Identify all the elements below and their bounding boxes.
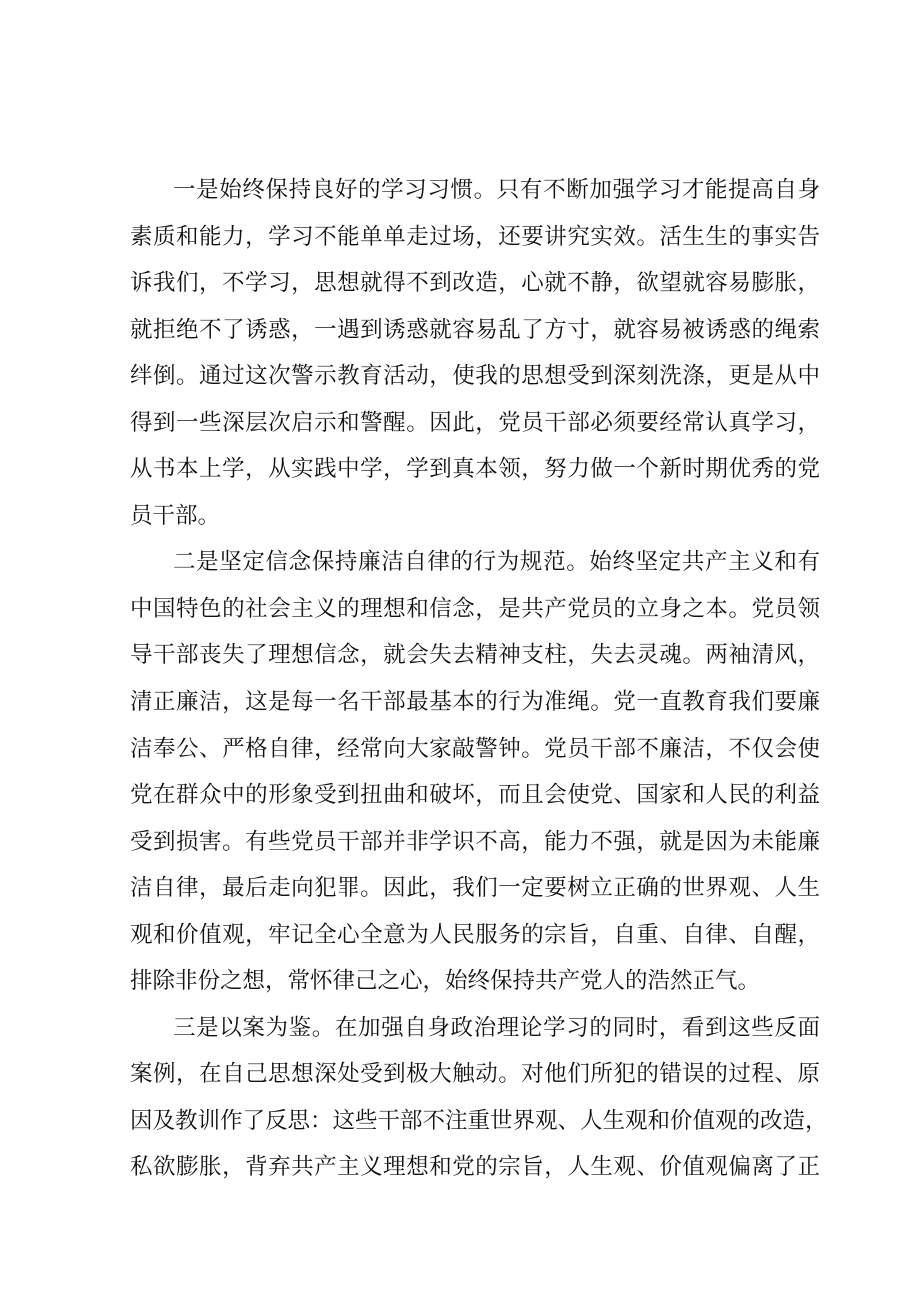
text-line: 三是以案为鉴。在加强自身政治理论学习的同时，看到这些反面: [173, 1014, 820, 1041]
text-line: 二是坚定信念保持廉洁自律的行为规范。始终坚定共产主义和有: [173, 549, 820, 576]
body-text: [130, 167, 828, 1191]
text-line: 员干部。: [130, 502, 221, 529]
text-line: 洁自律，最后走向犯罪。因此，我们一定要树立正确的世界观、人生: [130, 875, 820, 902]
text-line: 受到损害。有些党员干部并非学识不高，能力不强，就是因为未能廉: [130, 828, 820, 855]
text-line: 一是始终保持良好的学习习惯。只有不断加强学习才能提高自身: [173, 177, 820, 203]
text-line: 绊倒。通过这次警示教育活动，使我的思想受到深刻洗涤，更是从中: [130, 363, 820, 390]
text-line: 私欲膨胀，背弃共产主义理想和党的宗旨，人生观、价值观偏离了正: [130, 1154, 820, 1181]
paragraph-1: [130, 167, 820, 539]
text-line: 得到一些深层次启示和警醒。因此，党员干部必须要经常认真学习，: [130, 409, 820, 436]
text-line: 党在群众中的形象受到扭曲和破坏，而且会使党、国家和人民的利益: [130, 782, 820, 809]
text-line: 就拒绝不了诱惑，一遇到诱惑就容易乱了方寸，就容易被诱惑的绳索: [130, 316, 820, 343]
paragraph-2: [130, 539, 820, 1004]
text-line: 因及教训作了反思：这些干部不注重世界观、人生观和价值观的改造，: [130, 1107, 828, 1134]
text-line: 诉我们，不学习，思想就得不到改造，心就不静，欲望就容易膨胀，: [130, 270, 820, 297]
text-line: 清正廉洁，这是每一名干部最基本的行为准绳。党一直教育我们要廉: [130, 689, 820, 716]
text-line: 中国特色的社会主义的理想和信念，是共产党员的立身之本。党员领: [130, 595, 820, 622]
text-line: 导干部丧失了理想信念，就会失去精神支柱，失去灵魂。两袖清风，: [130, 642, 820, 669]
text-line: 从书本上学，从实践中学，学到真本领，努力做一个新时期优秀的党: [130, 456, 820, 483]
text-line: 案例，在自己思想深处受到极大触动。对他们所犯的错误的过程、原: [130, 1061, 820, 1088]
text-line: 观和价值观，牢记全心全意为人民服务的宗旨，自重、自律、自醒，: [130, 921, 820, 948]
text-line: 排除非份之想，常怀律己之心，始终保持共产党人的浩然正气。: [130, 968, 761, 995]
text-line: 素质和能力，学习不能单单走过场，还要讲究实效。活生生的事实告: [130, 223, 820, 250]
text-line: 洁奉公、严格自律，经常向大家敲警钟。党员干部不廉洁，不仅会使: [130, 735, 820, 762]
paragraph-3: [130, 1005, 828, 1191]
